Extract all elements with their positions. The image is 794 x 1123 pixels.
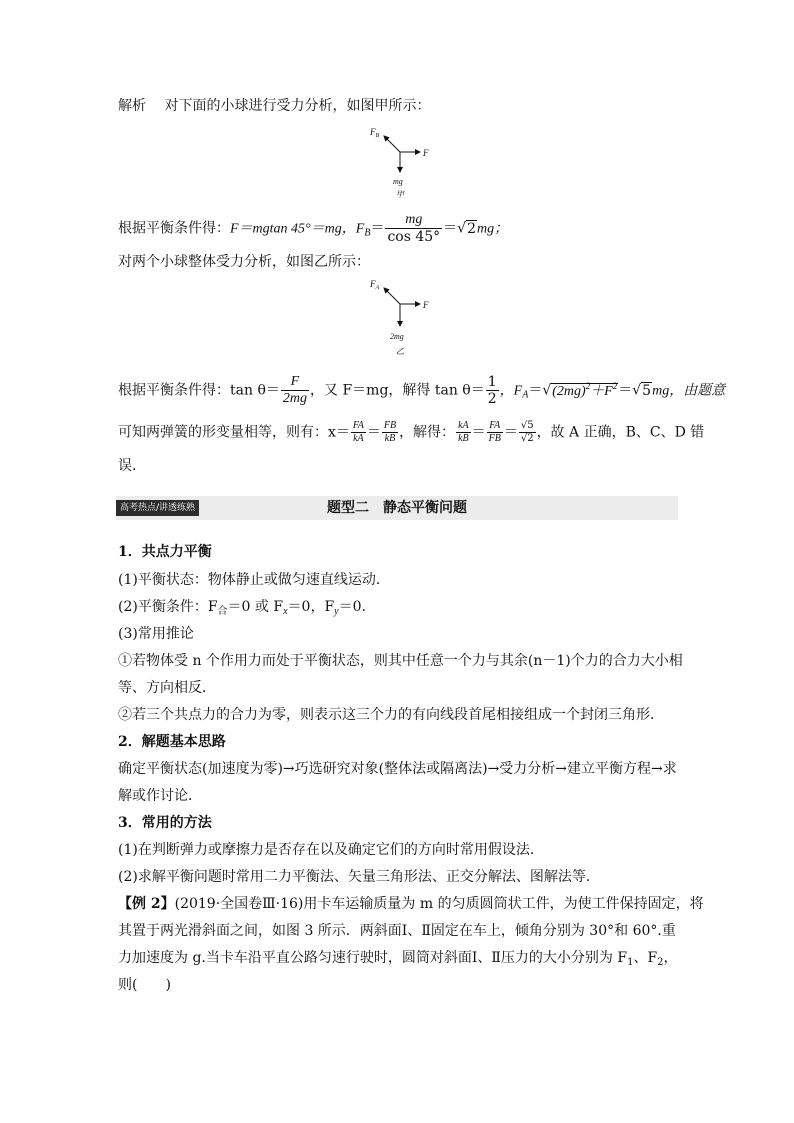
eq2-fa-sub: A xyxy=(522,389,529,401)
eq3-f3-num: kA xyxy=(458,420,469,431)
force-diagram-yi xyxy=(362,276,442,364)
force-diagram-jia xyxy=(362,124,442,206)
example-label: 【例 2】 xyxy=(118,896,175,912)
eq3-f1-den: kA xyxy=(353,433,364,444)
eq1-num: mg xyxy=(385,212,442,229)
eq2-half-den: 2 xyxy=(487,391,497,407)
eq3-frac-4 xyxy=(487,420,503,445)
eq2-eq: ＝ xyxy=(618,382,633,399)
eq1-sqrt: 2 xyxy=(467,220,476,237)
example-l3-mid: 、F xyxy=(633,950,658,966)
force-diagram-yi-svg xyxy=(362,276,442,360)
label-f: F xyxy=(423,148,429,158)
example-line-4: 则( ) xyxy=(118,977,171,993)
eq2-den: 2mg xyxy=(282,391,307,406)
eq3-frac-3 xyxy=(456,420,471,445)
eq3-prefix: 可知两弹簧的形变量相等，则有：x＝ xyxy=(118,424,350,441)
eq3-end: ，故 A 正确，B、C、D 错 xyxy=(536,424,705,441)
eq1-tail: mg； xyxy=(477,221,509,237)
example-sub1: 1 xyxy=(627,957,634,968)
eq1-fb: F xyxy=(355,221,365,237)
p2-d: ＝0. xyxy=(338,599,366,615)
caption-jia: 甲 xyxy=(396,190,404,199)
label-fb: $F_B$ xyxy=(370,127,380,139)
label-2mg: 2mg xyxy=(390,332,404,341)
section1-p2 xyxy=(118,597,366,622)
eq2-half xyxy=(486,374,499,407)
p2-sub-y: y xyxy=(334,606,339,617)
eq1-fb-sub: B xyxy=(364,227,371,239)
example-sub2: 2 xyxy=(657,957,664,968)
section-banner xyxy=(116,496,678,520)
example-line-3 xyxy=(118,948,678,973)
analysis-label: 解析 xyxy=(118,98,146,114)
section2-p1: 确定平衡状态(加速度为零)→巧选研究对象(整体法或隔离法)→受力分析→建立平衡方程→求 xyxy=(118,761,677,777)
example-line-2: 其置于两光滑斜面之间，如图 3 所示．两斜面Ⅰ、Ⅱ固定在车上，倾角分别为 30°和 60°.重 xyxy=(118,923,676,939)
label-mg: mg xyxy=(393,177,403,186)
section3-p1: (1)在判断弹力或摩擦力是否存在以及确定它们的方向时常用假设法． xyxy=(118,842,544,858)
equation-3-wrap: 误． xyxy=(118,458,146,474)
section1-p3: (3)常用推论 xyxy=(118,626,194,642)
eq2-sqrt5: 5 xyxy=(642,382,652,399)
eq2-sqrt-tail-sup: 2 xyxy=(612,380,618,391)
eq3-f4-num: FA xyxy=(487,420,503,433)
eq2-prefix: 根据平衡条件得：tan θ＝ xyxy=(118,382,280,399)
analysis-intro-line xyxy=(118,96,430,116)
eq3-f1-num: FA xyxy=(352,420,364,431)
eq3-f3-den: kB xyxy=(458,433,469,444)
eq1-prefix: 根据平衡条件得： xyxy=(118,220,230,237)
example-l1: (2019·全国卷Ⅲ·16)用卡车运输质量为 m 的匀质圆筒状工件，为使工件保持固定，将 xyxy=(174,896,704,912)
equation-3: 可知两弹簧的形变量相等，则有：x＝ $\frac{FA}{kA}$ ＝ $\frac{FB}{kB}$ ，解得： $\frac{kA}{kB}$ ＝ $\frac{FA}{FB}$ ＝ $\frac{√5}{√2}$ ，故 A 正确，B、C、D 错 xyxy=(118,420,705,444)
example-l3: 力加速度为 g.当卡车沿平直公路匀速行驶时，圆筒对斜面Ⅰ、Ⅱ压力的大小分别为 F xyxy=(118,950,628,966)
section2-heading: 2．解题基本思路 xyxy=(118,734,226,750)
example-l3-end: ， xyxy=(663,950,678,966)
analysis-intro-text: 对下面的小球进行受力分析，如图甲所示： xyxy=(164,98,431,114)
eq2-fa: ，F xyxy=(499,383,523,399)
section2-p2: 解或作讨论． xyxy=(118,788,202,804)
eq1-den: cos 45° xyxy=(387,229,441,245)
p2-sub-x: x xyxy=(283,606,288,617)
p2-c: ＝0，F xyxy=(287,599,335,615)
section1-p4: ①若物体受 n 个作用力而处于平衡状态，则其中任意一个力与其余(n－1)个力的合力大小相 xyxy=(118,653,683,669)
eq2-half-num: 1 xyxy=(487,374,497,390)
section1-p1: (1)平衡状态：物体静止或做匀速直线运动． xyxy=(118,572,390,588)
p2-a: (2)平衡条件：F xyxy=(118,599,218,615)
p2-sub-he: 合 xyxy=(217,606,228,617)
example-line-1 xyxy=(118,894,704,914)
eq2-sqrt xyxy=(551,380,618,399)
eq2-mid: ，又 F＝mg，解得 tan θ＝ xyxy=(310,382,485,399)
label-fa: $F_A$ xyxy=(370,279,380,291)
label-f: F xyxy=(423,300,429,310)
eq1-part-a: F＝mgtan 45°＝mg， xyxy=(230,221,356,237)
p2-b: ＝0 或 F xyxy=(227,599,284,615)
eq3-frac-5 xyxy=(519,420,536,445)
eq3-f2-den: kB xyxy=(384,433,396,444)
banner-title: 题型二 静态平衡问题 xyxy=(327,500,467,516)
eq3-f5-num: √5 xyxy=(520,420,534,431)
eq2-sqrt-sup: 2 xyxy=(585,380,591,391)
caption-yi: 乙 xyxy=(396,347,404,356)
equation-1: 根据平衡条件得：F＝mgtan 45°＝mg，$F_B=$ $\frac{mg}{\cos 45^\circ}$ ＝√2mg； xyxy=(118,212,509,245)
section3-heading: 3．常用的方法 xyxy=(118,815,212,831)
eq3-f2-num: FB xyxy=(383,420,397,431)
eq2-sqrt-body: (2mg) xyxy=(552,383,586,399)
section3-p2: (2)求解平衡问题时常用二力平衡法、矢量三角形法、正交分解法、图解法等． xyxy=(118,869,600,885)
eq1-fraction xyxy=(385,212,442,245)
section1-p5: 等、方向相反． xyxy=(118,680,216,696)
banner-tag: 高考热点/讲透练熟 xyxy=(116,500,199,516)
eq3-mid: ，解得： xyxy=(399,424,456,441)
section1-p6: ②若三个共点力的合力为零，则表示这三个力的有向线段首尾相接组成一个封闭三角形． xyxy=(118,707,664,723)
eq2-num: F xyxy=(281,374,309,391)
force-arrow-upleft xyxy=(384,136,400,152)
eq2-fraction xyxy=(281,374,309,407)
eq3-f5-den: √2 xyxy=(520,433,534,444)
eq2-sqrt-tail: ＋F xyxy=(590,383,613,399)
force-diagram-jia-svg xyxy=(362,124,442,202)
eq3-f4-den: FB xyxy=(488,433,501,444)
section1-heading: 1．共点力平衡 xyxy=(118,544,212,560)
eq3-frac-2 xyxy=(382,420,398,445)
eq3-frac-1 xyxy=(351,420,366,445)
equation-2: 根据平衡条件得：tan θ＝ $\frac{F}{2mg}$ ，又 F＝mg，解得 tan θ＝ $\frac{1}{2}$ ，$F_A=√(2mg)^2+F^2=√5mg$，由题意 xyxy=(118,374,726,407)
force-arrow-upleft xyxy=(384,288,400,304)
eq2-end: mg，由题意 xyxy=(652,383,726,399)
whole-analysis-line: 对两个小球整体受力分析，如图乙所示： xyxy=(118,254,370,270)
